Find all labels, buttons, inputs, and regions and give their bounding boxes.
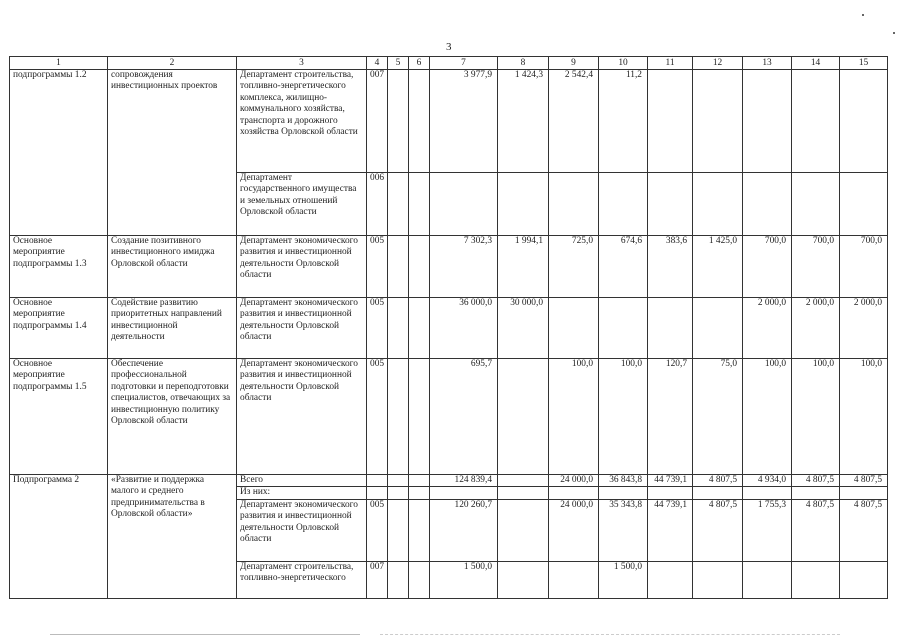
executor-cell: Департамент экономического развития и инвестиционной деятельности Орловской области [237,236,367,298]
value-cell: 75,0 [693,359,743,475]
value-cell: 44 739,1 [648,475,693,487]
executor-cell: Департамент государственного имущества и земельных отношений Орловской области [237,173,367,236]
value-cell [409,298,430,359]
value-cell [792,173,840,236]
value-cell: 1 500,0 [599,561,648,598]
value-cell [599,173,648,236]
value-cell: 1 755,3 [743,499,792,561]
program-cell: подпрограммы 1.2 [10,70,108,236]
value-cell [549,487,599,499]
value-cell [388,70,409,173]
executor-cell: Департамент экономического развития и инвестиционной деятельности Орловской области [237,359,367,475]
value-cell: 44 739,1 [648,499,693,561]
value-cell [430,173,498,236]
executor-cell: Департамент экономического развития и инвестиционной деятельности Орловской области [237,298,367,359]
col-header: 10 [599,57,648,70]
table-row [10,359,888,475]
value-cell [840,70,888,173]
value-cell [388,359,409,475]
col-header: 12 [693,57,743,70]
code-cell [367,487,388,499]
value-cell [388,173,409,236]
value-cell: 100,0 [792,359,840,475]
page-number: 3 [446,41,452,53]
value-cell [693,70,743,173]
value-cell: 4 934,0 [743,475,792,487]
value-cell: 3 977,9 [430,70,498,173]
col-header: 6 [409,57,430,70]
value-cell [648,173,693,236]
value-cell [498,499,549,561]
col-header: 15 [840,57,888,70]
value-cell: 4 807,5 [792,499,840,561]
table-row [10,70,888,173]
value-cell [498,561,549,598]
program-cell: Основное мероприятие подпрограммы 1.3 [10,236,108,298]
value-cell [388,561,409,598]
col-header: 2 [108,57,237,70]
value-cell: 4 807,5 [792,475,840,487]
col-header: 4 [367,57,388,70]
value-cell [693,487,743,499]
value-cell [409,359,430,475]
value-cell [549,561,599,598]
value-cell: 36 000,0 [430,298,498,359]
value-cell: 700,0 [840,236,888,298]
value-cell [409,499,430,561]
code-cell: 005 [367,359,388,475]
value-cell [693,173,743,236]
value-cell [549,298,599,359]
budget-table [9,56,888,599]
value-cell [599,487,648,499]
value-cell: 11,2 [599,70,648,173]
value-cell [498,475,549,487]
program-cell: Подпрограмма 2 [10,475,108,599]
col-header: 14 [792,57,840,70]
col-header: 8 [498,57,549,70]
col-header: 7 [430,57,498,70]
col-header: 11 [648,57,693,70]
value-cell [388,487,409,499]
value-cell [388,475,409,487]
table-row [10,475,888,487]
program-cell: Основное мероприятие подпрограммы 1.5 [10,359,108,475]
value-cell: 36 843,8 [599,475,648,487]
value-cell [840,173,888,236]
value-cell: 2 000,0 [792,298,840,359]
value-cell: 700,0 [743,236,792,298]
scan-edge-line [50,634,360,635]
value-cell: 100,0 [840,359,888,475]
value-cell: 100,0 [743,359,792,475]
value-cell [840,561,888,598]
value-cell: 4 807,5 [840,499,888,561]
col-header: 1 [10,57,108,70]
code-cell: 005 [367,499,388,561]
value-cell [549,173,599,236]
name-cell: Создание позитивного инвестиционного имиджа Орловской области [108,236,237,298]
table-row [10,298,888,359]
value-cell [409,173,430,236]
value-cell [409,475,430,487]
value-cell: 24 000,0 [549,475,599,487]
executor-cell: Департамент строительства, топливно-энергетического комплекса, жилищно-коммунального хозяйства, транспорта и дорожного хозяйства Орловской области [237,70,367,173]
value-cell [388,236,409,298]
value-cell: 383,6 [648,236,693,298]
value-cell [792,561,840,598]
value-cell: 120 260,7 [430,499,498,561]
value-cell: 700,0 [792,236,840,298]
executor-cell: Из них: [237,487,367,499]
value-cell: 2 542,4 [549,70,599,173]
value-cell [498,359,549,475]
value-cell: 4 807,5 [693,499,743,561]
value-cell [792,487,840,499]
value-cell: 4 807,5 [693,475,743,487]
header-row [10,57,888,70]
value-cell [648,561,693,598]
value-cell: 30 000,0 [498,298,549,359]
value-cell [743,561,792,598]
code-cell: 005 [367,298,388,359]
value-cell [388,298,409,359]
value-cell [648,298,693,359]
value-cell [409,70,430,173]
value-cell [743,487,792,499]
program-cell: Основное мероприятие подпрограммы 1.4 [10,298,108,359]
value-cell [599,298,648,359]
value-cell: 4 807,5 [840,475,888,487]
code-cell: 007 [367,70,388,173]
col-header: 5 [388,57,409,70]
value-cell: 100,0 [599,359,648,475]
executor-cell: Всего [237,475,367,487]
value-cell: 100,0 [549,359,599,475]
value-cell: 1 994,1 [498,236,549,298]
value-cell [792,70,840,173]
code-cell: 007 [367,561,388,598]
value-cell: 124 839,4 [430,475,498,487]
value-cell: 674,6 [599,236,648,298]
value-cell: 7 302,3 [430,236,498,298]
value-cell: 35 343,8 [599,499,648,561]
value-cell: 120,7 [648,359,693,475]
executor-cell: Департамент экономического развития и инвестиционной деятельности Орловской области [237,499,367,561]
value-cell [693,561,743,598]
value-cell: 24 000,0 [549,499,599,561]
value-cell: 2 000,0 [840,298,888,359]
value-cell [743,70,792,173]
value-cell [430,487,498,499]
value-cell [840,487,888,499]
value-cell [409,487,430,499]
name-cell: «Развитие и поддержка малого и среднего предпринимательства в Орловской области» [108,475,237,599]
value-cell: 2 000,0 [743,298,792,359]
value-cell: 725,0 [549,236,599,298]
executor-cell: Департамент строительства, топливно-энергетического [237,561,367,598]
value-cell: 1 500,0 [430,561,498,598]
value-cell [388,499,409,561]
scan-edge-line [380,634,840,635]
value-cell [498,173,549,236]
code-cell [367,475,388,487]
col-header: 9 [549,57,599,70]
col-header: 3 [237,57,367,70]
code-cell: 006 [367,173,388,236]
value-cell [648,487,693,499]
col-header: 13 [743,57,792,70]
value-cell: 695,7 [430,359,498,475]
name-cell: Содействие развитию приоритетных направлений инвестиционной деятельности [108,298,237,359]
code-cell: 005 [367,236,388,298]
value-cell [409,561,430,598]
value-cell [409,236,430,298]
value-cell: 1 425,0 [693,236,743,298]
scan-speck [862,14,864,16]
value-cell [743,173,792,236]
value-cell: 1 424,3 [498,70,549,173]
scan-speck [893,32,895,34]
value-cell [648,70,693,173]
name-cell: сопровождения инвестиционных проектов [108,70,237,236]
table-row [10,236,888,298]
name-cell: Обеспечение профессиональной подготовки и переподготовки специалистов, отвечающих за инвестиционную политику Орловской области [108,359,237,475]
value-cell [498,487,549,499]
value-cell [693,298,743,359]
